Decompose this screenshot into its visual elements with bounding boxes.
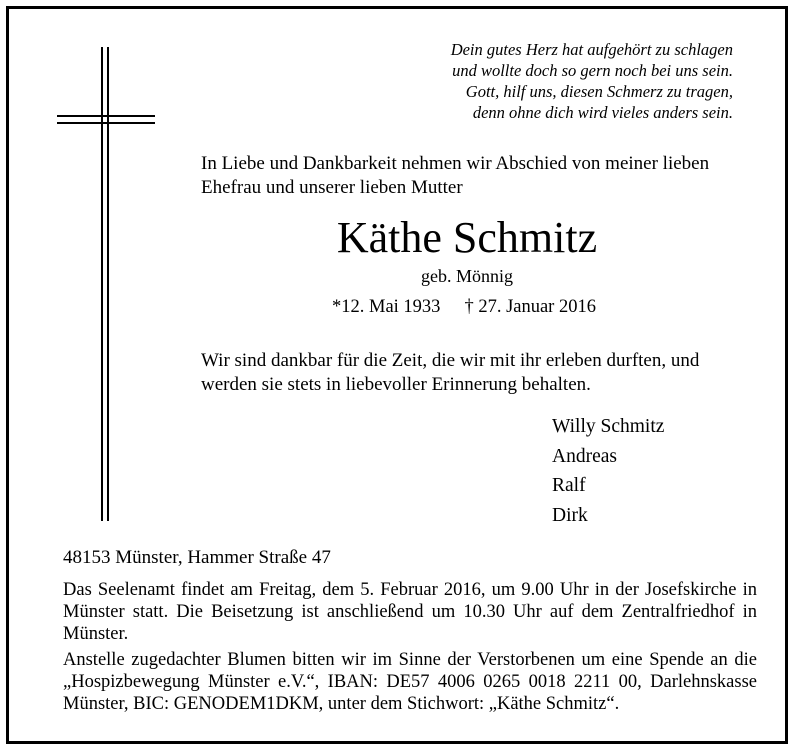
family-member: Dirk	[552, 504, 588, 526]
birth-name: geb. Mönnig	[421, 266, 513, 286]
cross-icon-horizontal-line	[57, 122, 155, 124]
service-info: Das Seelenamt findet am Freitag, dem 5. Februar 2016, um 9.00 Uhr in der Josefskirche in Münster statt. Die Beisetzung ist anschließend um 10.30 Uhr auf dem Zentralfriedhof in Münster.	[63, 580, 757, 644]
obituary-notice	[6, 6, 788, 744]
poem-line: Gott, hilf uns, diesen Schmerz zu tragen,	[465, 82, 733, 101]
deceased-name: Käthe Schmitz	[336, 213, 598, 262]
thanks-line: werden sie stets in liebevoller Erinnerung behalten.	[201, 374, 591, 395]
intro-line: Ehefrau und unserer lieben Mutter	[201, 177, 463, 198]
family-member: Willy Schmitz	[552, 416, 665, 437]
donation-info: Anstelle zugedachter Blumen bitten wir im Sinne der Verstorbenen um eine Spende an die „Hospizbewegung Münster e.V.“, IBAN: DE57 4006 0265 0018 2211 00, Darlehnskasse Münster, BIC: GENODEM1DKM, unter dem Stichwort: „Käthe Schmitz“.	[63, 650, 757, 714]
family-member: Ralf	[552, 475, 586, 496]
birth-date: *12. Mai 1933	[332, 297, 441, 317]
poem-line: Dein gutes Herz hat aufgehört zu schlagen	[450, 40, 733, 59]
cross-icon-horizontal-line	[57, 115, 155, 117]
life-dates	[332, 295, 596, 319]
poem-line: und wollte doch so gern noch bei uns sein.	[452, 61, 733, 80]
family-list	[552, 412, 664, 530]
thanks-text	[201, 349, 761, 397]
address: 48153 Münster, Hammer Straße 47	[63, 547, 331, 568]
family-member: Andreas	[552, 445, 617, 467]
death-date: † 27. Januar 2016	[464, 297, 596, 317]
intro-text	[201, 152, 761, 200]
poem	[393, 39, 733, 123]
poem-line: denn ohne dich wird vieles anders sein.	[472, 103, 733, 122]
intro-line: In Liebe und Dankbarkeit nehmen wir Abschied von meiner lieben	[201, 153, 710, 174]
thanks-line: Wir sind dankbar für die Zeit, die wir mit ihr erleben durften, und	[201, 350, 700, 371]
